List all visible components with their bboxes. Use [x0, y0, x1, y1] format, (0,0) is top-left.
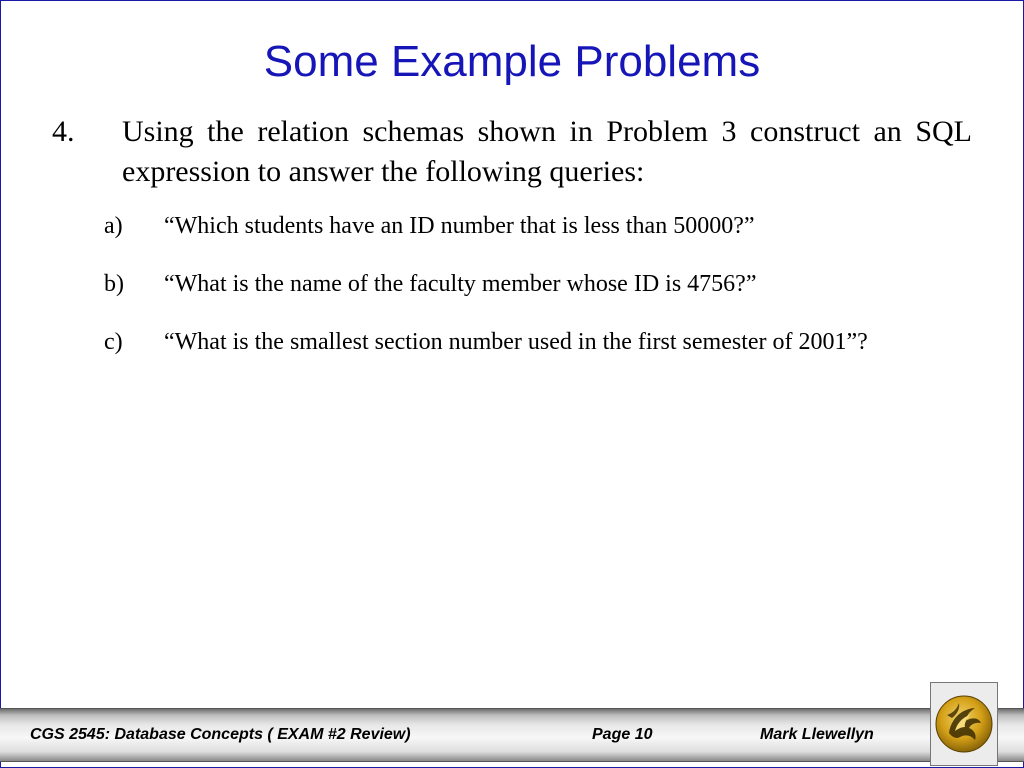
query-label: b) [104, 271, 124, 297]
problem-item [52, 112, 972, 192]
footer-bar [0, 700, 1024, 768]
footer-page-number: Page 10 [592, 726, 653, 743]
query-item [104, 210, 972, 242]
pegasus-logo-icon [933, 693, 995, 755]
slide-title: Some Example Problems [263, 37, 761, 86]
query-label: a) [104, 213, 123, 239]
query-label: c) [104, 329, 123, 355]
footer-course: CGS 2545: Database Concepts ( EXAM #2 Review) [30, 726, 411, 743]
query-text: “Which students have an ID number that is less than 50000?” [164, 213, 755, 239]
query-item [104, 268, 972, 300]
query-text: “What is the name of the faculty member whose ID is 4756?” [164, 271, 757, 297]
query-item [104, 326, 972, 358]
footer-author: Mark Llewellyn [760, 726, 874, 743]
logo-box [930, 682, 998, 766]
query-text: “What is the smallest section number used in the first semester of 2001”? [164, 329, 868, 355]
problem-text: Using the relation schemas shown in Problem 3 construct an SQL expression to answer the following queries: [122, 115, 972, 188]
problem-number: 4. [52, 115, 75, 148]
